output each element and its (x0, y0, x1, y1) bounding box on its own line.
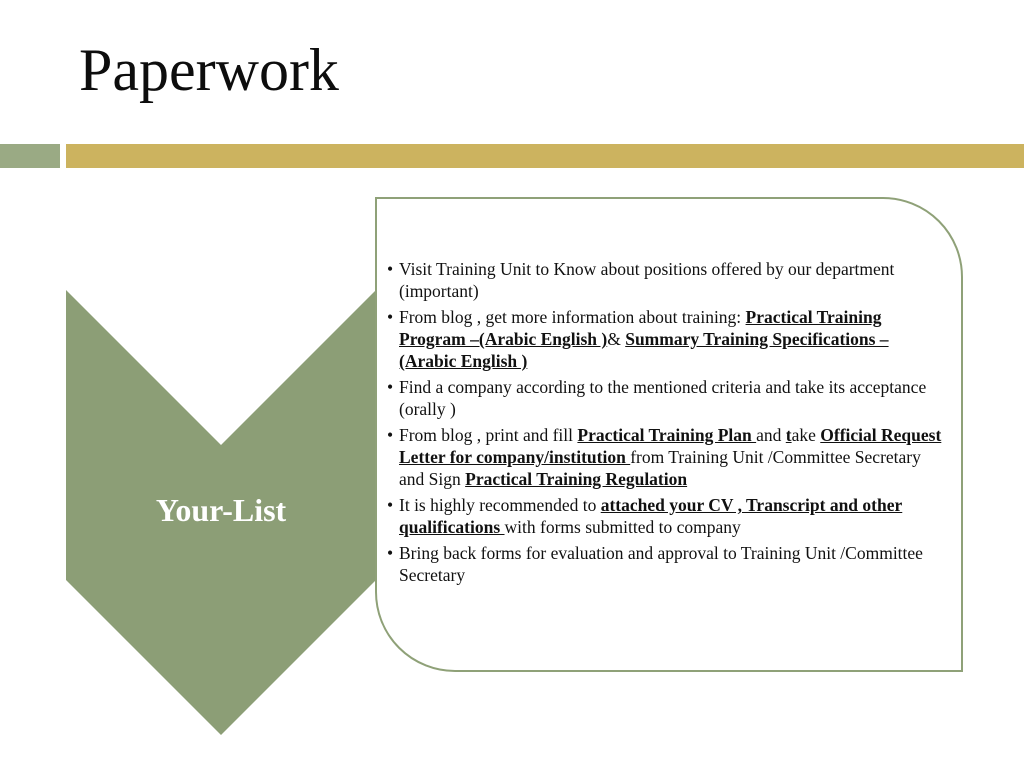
item-text: with forms submitted to company (504, 517, 741, 537)
item-text: From blog , print and fill (399, 425, 578, 445)
link-take-letter-fragment[interactable]: t (785, 425, 792, 445)
item-text: From blog , get more information about training: (399, 307, 746, 327)
item-text: Bring back forms for evaluation and approval to Training Unit /Committee Secretary (399, 543, 923, 585)
link-cv-transcript-qualifications[interactable]: attached your CV , Transcript and other qualifications (399, 495, 903, 537)
bullet-icon: • (387, 259, 394, 279)
bullet-icon: • (387, 543, 394, 563)
item-text: It is highly recommended to (399, 495, 601, 515)
list-item (387, 258, 942, 302)
list-item (387, 494, 942, 538)
slide-title: Paperwork (79, 37, 339, 103)
bullet-icon: • (387, 425, 394, 445)
link-official-request-letter[interactable]: Official Request Letter for company/institution (399, 425, 942, 467)
list-item (387, 306, 942, 372)
item-text: from Training Unit /Committee Secretary and Sign (399, 447, 921, 489)
link-practical-training-regulation[interactable]: Practical Training Regulation (465, 469, 688, 489)
item-text: and (756, 425, 786, 445)
item-text: & (607, 329, 626, 349)
bullet-icon: • (387, 377, 394, 397)
item-text: Find a company according to the mentioned criteria and take its acceptance (orally ) (399, 377, 927, 419)
item-text: ake (791, 425, 821, 445)
bullet-icon: • (387, 307, 394, 327)
chevron-label: Your-List (155, 492, 287, 528)
bullet-list (387, 258, 942, 590)
list-item (387, 376, 942, 420)
list-item (387, 542, 942, 586)
link-summary-training-specifications[interactable]: Summary Training Specifications –(Arabic English ) (399, 329, 889, 371)
accent-bar-left (0, 144, 60, 168)
accent-bar-right (66, 144, 1024, 168)
bullet-icon: • (387, 495, 394, 515)
link-practical-training-plan[interactable]: Practical Training Plan (577, 425, 757, 445)
list-item (387, 424, 942, 490)
item-text: Visit Training Unit to Know about positions offered by our department (important) (399, 259, 895, 301)
link-practical-training-program[interactable]: Practical Training Program –(Arabic English ) (399, 307, 882, 349)
